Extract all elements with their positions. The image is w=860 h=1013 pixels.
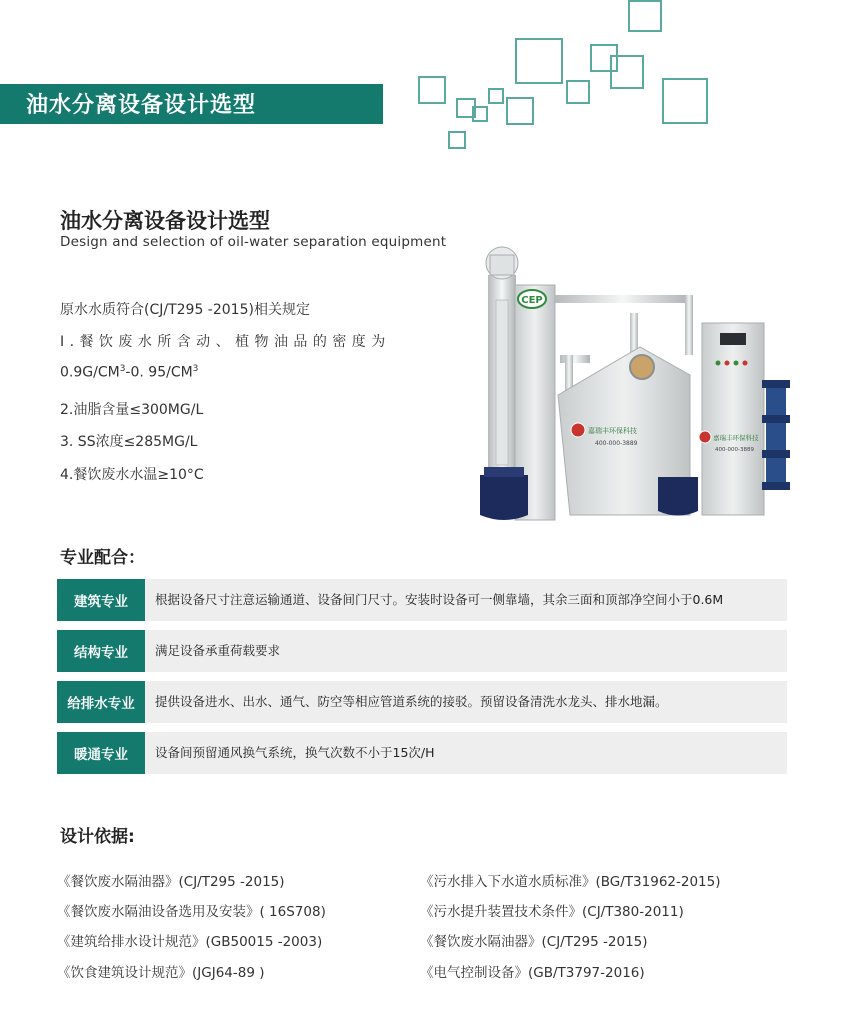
row-text: 根据设备尺寸注意运输通道、设备间门尺寸。安装时设备可一侧靠墙，其余三面和顶部净空间小于0.6M: [155, 592, 724, 607]
basis-item: 《污水排入下水道水质标准》(BG/T31962-2015): [420, 874, 721, 890]
basis-heading: 设计依据:: [60, 827, 135, 847]
row-text: 满足设备承重荷载要求: [155, 643, 281, 658]
lift-pump-stack: [766, 380, 786, 490]
spec-item-2: 2.油脂含量≤300MG/L: [60, 402, 204, 418]
cooperation-row-hvac: [57, 732, 787, 774]
company-phone: 400-000-3889: [595, 440, 638, 447]
row-label: 建筑专业: [57, 579, 145, 621]
deco-square: [506, 97, 534, 125]
basis-item: 《电气控制设备》(GB/T3797-2016): [420, 965, 645, 981]
basis-item: 《污水提升装置技术条件》(CJ/T380-2011): [420, 904, 684, 920]
middle-collection-tank: [658, 477, 698, 516]
control-cabinet: [702, 323, 764, 515]
spec-density-max: -0. 95/CM: [125, 364, 193, 381]
deco-square: [448, 131, 466, 149]
basis-item: 《餐饮废水隔油器》(CJ/T295 -2015): [420, 934, 648, 950]
inspection-window: [630, 355, 654, 379]
cabinet-logo-icon: [699, 431, 711, 443]
row-text: 设备间预留通风换气系统，换气次数不小于15次/H: [155, 745, 435, 760]
spec-item-1: I . 餐 饮 废 水 所 含 动 、 植 物 油 品 的 密 度 为: [60, 334, 386, 350]
deco-square: [515, 38, 563, 84]
basis-item: 《饮食建筑设计规范》(JGJ64-89 ): [57, 965, 265, 981]
deco-square: [472, 106, 488, 122]
oil-water-separator-illustration: [470, 245, 795, 525]
deco-square: [662, 78, 708, 124]
cabinet-company-name: 嘉瑞丰环保科技: [713, 434, 759, 442]
basis-item: 《餐饮废水隔油器》(CJ/T295 -2015): [57, 874, 285, 890]
spec-intro: 原水水质符合(CJ/T295 -2015)相关规定: [60, 302, 310, 318]
deco-square: [488, 88, 504, 104]
basis-item: 《建筑给排水设计规范》(GB50015 -2003): [57, 934, 323, 950]
cooperation-heading: 专业配合：: [60, 548, 145, 568]
cabinet-phone: 400-000-3889: [715, 447, 754, 453]
company-logo-icon: [571, 423, 585, 437]
deco-square: [418, 76, 446, 104]
spec-exponent: 3: [192, 364, 199, 374]
row-label: 给排水专业: [57, 681, 145, 723]
deco-square: [566, 80, 590, 104]
row-label: 结构专业: [57, 630, 145, 672]
page-title: 油水分离设备设计选型: [60, 209, 270, 233]
row-text: 提供设备进水、出水、通气、防空等相应管道系统的接驳。预留设备清洗水龙头、排水地漏。: [155, 694, 668, 709]
deco-square: [610, 55, 644, 89]
basis-item: 《餐饮废水隔油设备选用及安装》( 16S708): [57, 904, 326, 920]
cooperation-row-plumbing: [57, 681, 787, 723]
deco-square: [628, 0, 662, 32]
spec-item-3: 3. SS浓度≤285MG/L: [60, 434, 198, 450]
cooperation-row-structure: [57, 630, 787, 672]
company-name: 嘉瑞丰环保科技: [588, 427, 637, 435]
row-label: 暖通专业: [57, 732, 145, 774]
title-banner: [0, 84, 383, 124]
spec-item-4: 4.餐饮废水水温≥10°C: [60, 467, 204, 483]
spec-exponent: 3: [119, 364, 126, 374]
logo-text: CEP: [521, 295, 543, 306]
spec-density-min: 0.9G/CM: [60, 364, 120, 381]
spec-item-1-values: [60, 364, 198, 381]
left-collection-tank: [480, 475, 528, 520]
control-display: [720, 333, 746, 345]
cooperation-row-architecture: [57, 579, 787, 621]
page-subtitle: Design and selection of oil-water separation equipment: [60, 234, 447, 250]
banner-title: 油水分离设备设计选型: [26, 93, 257, 118]
